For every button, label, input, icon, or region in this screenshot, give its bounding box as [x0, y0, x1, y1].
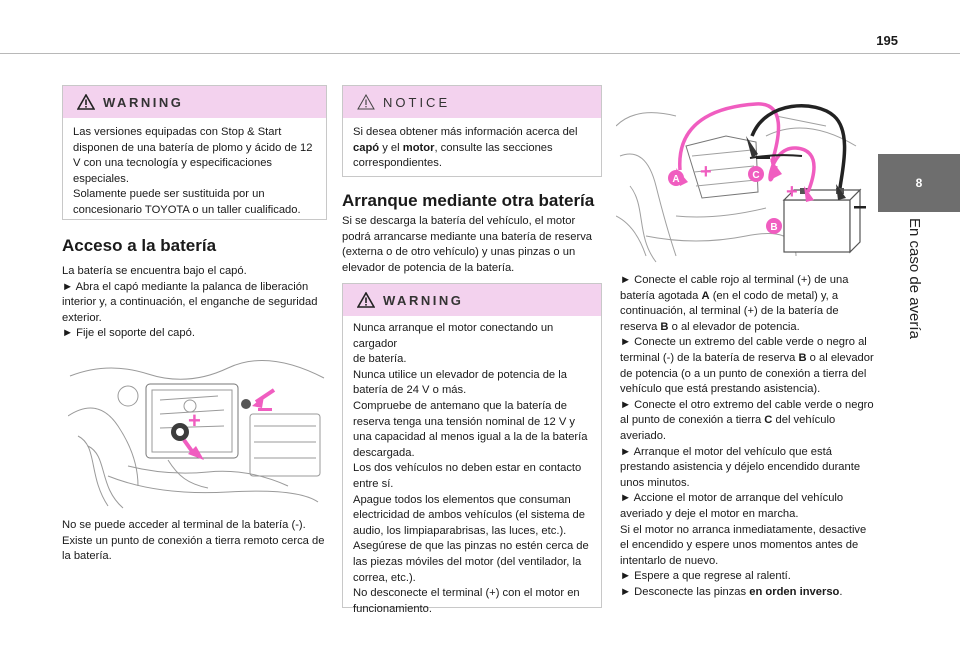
inline-text: ► Desconecte las pinzas	[620, 585, 750, 598]
text-line: elevador de potencia de la batería.	[342, 261, 515, 274]
warning-box-2-label: WARNING	[383, 292, 464, 308]
text-line: ► Conecte el cable rojo al terminal (+) de una	[620, 274, 849, 286]
notice-box	[342, 85, 602, 177]
text-line: Si desea obtener más información acerca del	[353, 126, 578, 138]
jump-start-figure	[616, 96, 872, 264]
text-line: exterior.	[62, 311, 102, 324]
text-line: disponen de una batería de plomo y ácido de 12	[73, 141, 313, 154]
warning-triangle-icon	[77, 94, 95, 110]
section-title-battery-access: Acceso a la batería	[62, 236, 217, 255]
bold-text: C	[764, 414, 773, 427]
bold-text: B	[660, 320, 669, 333]
warning-triangle-icon	[357, 292, 375, 308]
svg-text:+: +	[700, 161, 712, 183]
text-line	[353, 141, 591, 157]
text-line: entre sí.	[353, 477, 394, 490]
text-line: batería de 24 V o más.	[353, 384, 467, 397]
text-line: La batería se encuentra bajo el capó.	[62, 265, 247, 277]
warning-box-2-body	[343, 316, 601, 623]
text-line: de batería.	[353, 353, 407, 366]
text-line: reserva tenga una tensión nominal de 12 V y	[353, 415, 576, 428]
svg-text:+: +	[188, 408, 201, 433]
bold-text: B	[798, 351, 807, 364]
text-line: vehículo que está prestando asistencia).	[620, 383, 821, 396]
text-line: audio, los limpiaparabrisas, las luces, etc.).	[353, 524, 567, 537]
text-line: podrá arrancarse mediante una batería de reserva	[342, 230, 593, 243]
svg-text:+: +	[786, 181, 798, 203]
text-line: prestando asistencia y déjelo encendido durante	[620, 461, 861, 474]
inline-text: o al elevador de potencia.	[668, 320, 800, 333]
text-line	[620, 413, 878, 444]
text-line	[620, 289, 878, 305]
text-line: funcionamiento.	[353, 602, 432, 615]
text-line: concesionario TOYOTA o un taller cualificado.	[73, 203, 301, 216]
inline-text: del vehículo averiado.	[620, 414, 836, 442]
battery-access-text	[62, 264, 330, 342]
text-line: ► Abra el capó mediante la palanca de liberación	[62, 280, 309, 293]
header-rule	[0, 53, 960, 54]
text-line: Los dos vehículos no deben estar en contacto	[353, 462, 582, 475]
text-line	[620, 320, 878, 336]
text-line: Nunca utilice un elevador de potencia de la	[353, 368, 567, 381]
text-line: ► Arranque el motor del vehículo que está	[620, 445, 832, 458]
text-line: unos minutos.	[620, 476, 690, 489]
inline-text: batería agotada	[620, 289, 702, 302]
text-line: correa, etc.).	[353, 571, 416, 584]
text-line: Existe un punto de conexión a tierra remoto cerca de	[62, 534, 325, 547]
bold-text: capó	[353, 141, 380, 154]
text-line: correspondientes.	[353, 157, 442, 170]
inline-text: (en el codo de metal) y, a	[709, 289, 839, 302]
bold-text: motor	[402, 141, 435, 154]
inline-text: y el	[379, 141, 403, 154]
battery-compartment-figure	[68, 356, 326, 510]
notice-box-body	[343, 118, 601, 178]
chapter-side-title: En caso de avería	[906, 218, 923, 339]
text-line: Nunca arranque el motor conectando un cargador	[353, 322, 554, 350]
notice-triangle-icon	[357, 94, 375, 110]
text-line: Si se descarga la batería del vehículo, el motor	[342, 215, 576, 227]
text-line: No se puede acceder al terminal de la batería (-).	[62, 519, 306, 531]
text-line: de potencia (o a un punto de conexión a tierra del	[620, 367, 867, 380]
text-line: (externa o de otro vehículo) y unas pinzas o un	[342, 246, 576, 259]
bold-text: A	[701, 289, 710, 302]
warning-box-1	[62, 85, 327, 220]
warning-box-2	[342, 283, 602, 615]
text-line: ► Conecte el otro extremo del cable verde o negro	[620, 398, 874, 411]
text-line: ► Fije el soporte del capó.	[62, 327, 195, 340]
text-line: V con una tecnología y especificaciones	[73, 157, 273, 170]
text-line: continuación, al terminal (+) de la batería de	[620, 305, 839, 318]
text-line: interior y, a continuación, el enganche de seguridad	[62, 296, 318, 309]
text-line: ► Espere a que regrese al ralentí.	[620, 570, 791, 583]
chapter-tab	[878, 154, 960, 212]
text-line	[620, 585, 878, 601]
jump-start-intro	[342, 214, 604, 276]
text-line: No desconecte el terminal (+) con el motor en	[353, 587, 580, 600]
warning-box-1-body	[63, 118, 326, 225]
jump-start-steps	[620, 273, 878, 600]
text-line: Apague todos los elementos que consuman	[353, 493, 571, 506]
warning-box-1-header	[63, 86, 326, 118]
text-line: las piezas móviles del motor (del ventilador, la	[353, 555, 582, 568]
inline-text: reserva	[620, 320, 661, 333]
text-line: intentarlo de nuevo.	[620, 554, 719, 567]
label-A: A	[672, 174, 680, 185]
inline-text: terminal (-) de la batería de reserva	[620, 351, 799, 364]
text-line	[620, 351, 878, 367]
notice-box-label: NOTICE	[383, 94, 451, 110]
text-line: la batería.	[62, 550, 112, 563]
notice-box-header	[343, 86, 601, 118]
page-number: 195	[876, 33, 898, 48]
text-line: el encendido y espere unos momentos antes de	[620, 539, 859, 552]
text-line: descargada.	[353, 446, 415, 459]
text-line: averiado y deje el motor en marcha.	[620, 507, 799, 520]
section-title-jump-start: Arranque mediante otra batería	[342, 191, 595, 210]
warning-box-1-label: WARNING	[103, 94, 184, 110]
text-line: ► Conecte un extremo del cable verde o negro al	[620, 336, 867, 349]
warning-box-2-header	[343, 284, 601, 316]
battery-terminal-note	[62, 518, 330, 565]
label-B: B	[770, 222, 778, 233]
text-line: una capacidad al menos igual a la de la batería	[353, 431, 588, 444]
text-line: Asegúrese de que las pinzas no estén cerca de	[353, 540, 589, 553]
text-line: ► Accione el motor de arranque del vehículo	[620, 492, 844, 505]
inline-text: , consulte las secciones	[434, 141, 553, 154]
text-line: Compruebe de antemano que la batería de	[353, 399, 567, 412]
inline-text: .	[839, 585, 843, 598]
text-line: especiales.	[73, 172, 129, 185]
chapter-tab-number: 8	[915, 176, 923, 190]
text-line: electricidad de ambos vehículos (el sistema de	[353, 509, 585, 522]
text-line: Si el motor no arranca inmediatamente, desactive	[620, 523, 867, 536]
text-line: Solamente puede ser sustituida por un	[73, 188, 265, 201]
text-line: Las versiones equipadas con Stop & Start	[73, 126, 282, 138]
bold-text: en orden inverso	[749, 585, 840, 598]
label-C: C	[752, 170, 760, 181]
inline-text: al punto de conexión a tierra	[620, 414, 765, 427]
inline-text: o al elevador	[806, 351, 874, 364]
